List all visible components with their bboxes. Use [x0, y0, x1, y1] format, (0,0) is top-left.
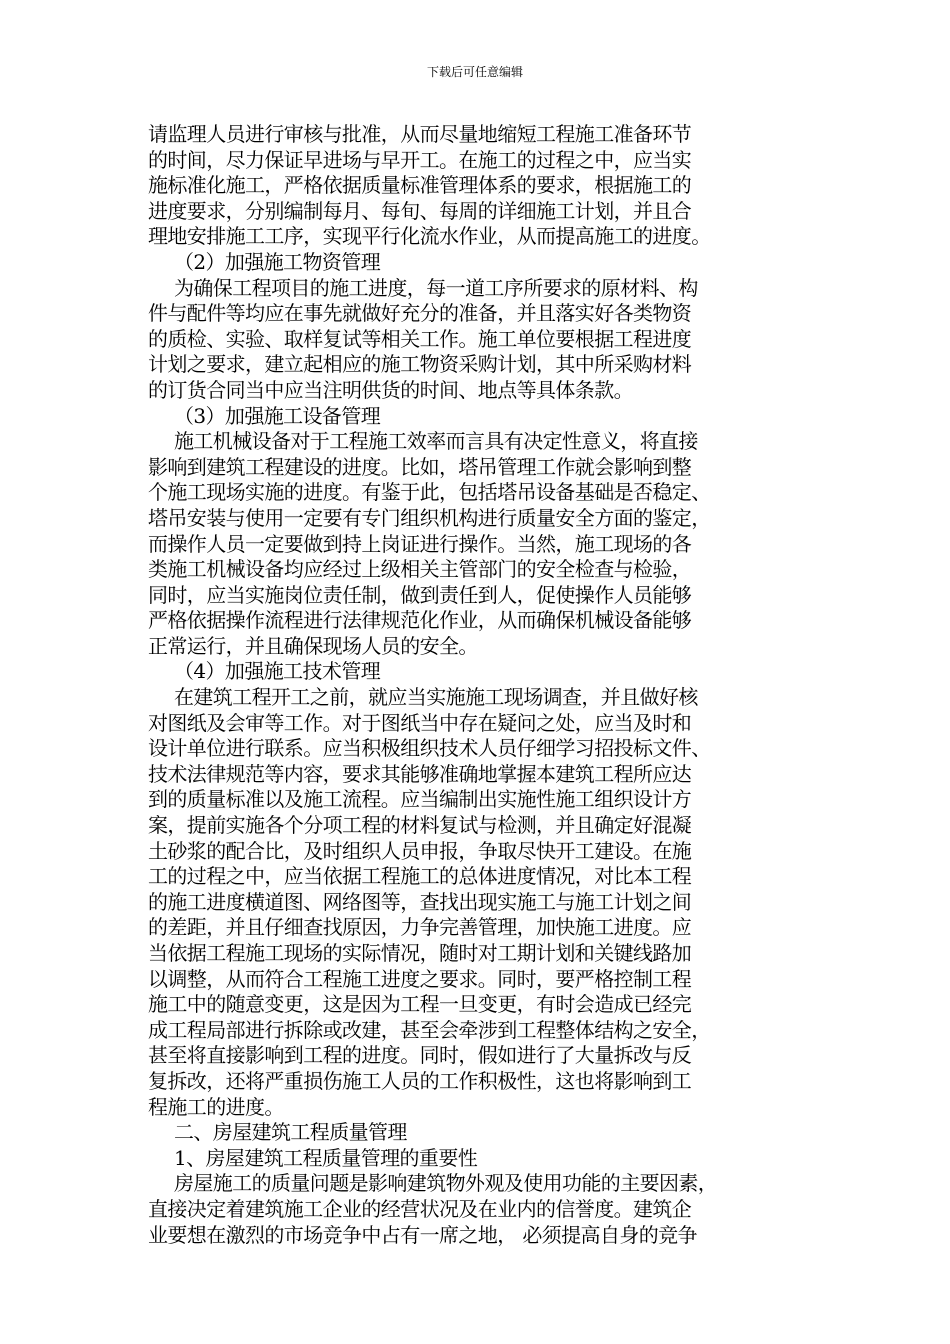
- text-line: 的差距，并且仔细查找原因，力争完善管理，加快施工进度。应: [148, 915, 692, 940]
- document-body: [148, 122, 788, 1248]
- text-line: （3）加强施工设备管理: [174, 403, 381, 428]
- text-line: （4）加强施工技术管理: [174, 659, 381, 684]
- text-line: 的质检、实验、取样复试等相关工作。施工单位要根据工程进度: [148, 326, 692, 351]
- text-line: 二、房屋建筑工程质量管理: [174, 1120, 407, 1145]
- text-line: 类施工机械设备均应经过上级相关主管部门的安全检查与检验，: [148, 557, 692, 582]
- text-line: 程施工的进度。: [148, 1094, 284, 1119]
- text-line: 同时，应当实施岗位责任制，做到责任到人，促使操作人员能够: [148, 582, 692, 607]
- text-line: 施工机械设备对于工程施工效率而言具有决定性意义，将直接: [174, 429, 698, 454]
- text-line: 为确保工程项目的施工进度，每一道工序所要求的原材料、构: [174, 275, 698, 300]
- text-line: 的订货合同当中应当注明供货的时间、地点等具体条款。: [148, 377, 633, 402]
- text-line: 严格依据操作流程进行法律规范化作业，从而确保机械设备能够: [148, 608, 692, 633]
- text-line: 对图纸及会审等工作。对于图纸当中存在疑问之处，应当及时和: [148, 710, 692, 735]
- text-line: 施工中的随意变更，这是因为工程一旦变更，有时会造成已经完: [148, 992, 692, 1017]
- text-line: 进度要求，分别编制每月、每旬、每周的详细施工计划，并且合: [148, 198, 692, 223]
- text-line: 案，提前实施各个分项工程的材料复试与检测，并且确定好混凝: [148, 813, 692, 838]
- text-line: 成工程局部进行拆除或改建，甚至会牵涉到工程整体结构之安全，: [148, 1017, 711, 1042]
- text-line: 甚至将直接影响到工程的进度。同时，假如进行了大量拆改与反: [148, 1043, 692, 1068]
- text-line: 影响到建筑工程建设的进度。比如，塔吊管理工作就会影响到整: [148, 454, 692, 479]
- text-line: 计划之要求，建立起相应的施工物资采购计划，其中所采购材料: [148, 352, 692, 377]
- text-line: 房屋施工的质量问题是影响建筑物外观及使用功能的主要因素，: [174, 1171, 718, 1196]
- text-line: 的施工进度横道图、网络图等，查找出现实施工与施工计划之间: [148, 889, 692, 914]
- text-line: 在建筑工程开工之前，就应当实施施工现场调查，并且做好核: [174, 685, 698, 710]
- text-line: 到的质量标准以及施工流程。应当编制出实施性施工组织设计方: [148, 787, 692, 812]
- text-line: 1、房屋建筑工程质量管理的重要性: [174, 1145, 478, 1170]
- text-line: 复拆改，还将严重损伤施工人员的工作积极性，这也将影响到工: [148, 1068, 692, 1093]
- text-line: 施标准化施工，严格依据质量标准管理体系的要求，根据施工的: [148, 173, 692, 198]
- text-line: 土砂浆的配合比，及时组织人员申报，争取尽快开工建设。在施: [148, 838, 692, 863]
- text-line: 以调整，从而符合工程施工进度之要求。同时，要严格控制工程: [148, 966, 692, 991]
- text-line: 正常运行，并且确保现场人员的安全。: [148, 633, 478, 658]
- text-line: 业要想在激烈的市场竞争中占有一席之地， 必须提高自身的竞争: [148, 1222, 697, 1247]
- text-line: 当依据工程施工现场的实际情况，随时对工期计划和关键线路加: [148, 941, 692, 965]
- text-line: 请监理人员进行审核与批准，从而尽量地缩短工程施工准备环节: [148, 122, 692, 146]
- text-line: 件与配件等均应在事先就做好充分的准备，并且落实好各类物资: [148, 301, 692, 326]
- text-line: 直接决定着建筑施工企业的经营状况及在业内的信誉度。建筑企: [148, 1196, 692, 1221]
- text-line: 塔吊安装与使用一定要有专门组织机构进行质量安全方面的鉴定，: [148, 505, 711, 530]
- text-line: 个施工现场实施的进度。有鉴于此，包括塔吊设备基础是否稳定、: [148, 480, 711, 505]
- text-line: 技术法律规范等内容，要求其能够准确地掌握本建筑工程所应达: [148, 761, 692, 786]
- text-line: 理地安排施工工序，实现平行化流水作业，从而提高施工的进度。: [148, 224, 711, 249]
- page-header: 下载后可任意编辑: [426, 65, 523, 79]
- text-line: 而操作人员一定要做到持上岗证进行操作。当然，施工现场的各: [148, 531, 692, 556]
- text-line: 设计单位进行联系。应当积极组织技术人员仔细学习招投标文件、: [148, 736, 711, 761]
- text-line: （2）加强施工物资管理: [174, 249, 381, 274]
- text-line: 工的过程之中，应当依据工程施工的总体进度情况，对比本工程: [148, 864, 692, 889]
- text-line: 的时间，尽力保证早进场与早开工。在施工的过程之中，应当实: [148, 147, 692, 172]
